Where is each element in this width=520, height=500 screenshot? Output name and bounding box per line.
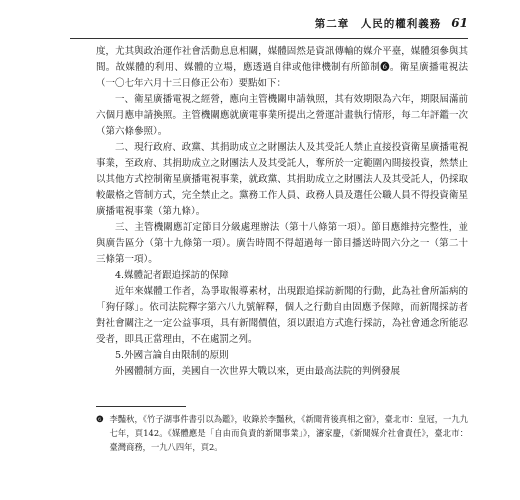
footnote-divider bbox=[96, 406, 186, 407]
footnote-text: 李豔秋，《竹子湖事件書引以為鑑》，收錄於李豔秋，《新聞背後真相之窗》，臺北市：皇冠，一九九七年，頁142。《媒體應是「自由而負責的新聞事業」》，瀋家慶，《新聞媒介社會責任》，臺北市：臺灣商務，一九八四年，頁2。 bbox=[109, 414, 468, 452]
paragraph-item-3: 三、主管機關應訂定節目分級處理辦法（第十八條第一項）。節目應維持完整性，並與廣告區分（第十九條第一項）。廣告時間不得超過每一節目播送時間六分之一（第二十三條第一項）。 bbox=[96, 222, 468, 265]
subheading-media-follow: 4.媒體記者跟追採訪的保障 bbox=[115, 270, 229, 281]
paragraph-foreign-system: 外國體制方面，美國自一次世界大戰以來，更由最高法院的判例發展 bbox=[115, 366, 401, 377]
paragraph-paparazzi: 近年來媒體工作者，為爭取報導素材，出現跟追採訪新聞的行動，此為社會所詬病的「狗仔隊」。依司法院釋字第六八九號解釋，個人之行動自由固應予保障，而新聞採訪者對社會關注之一定公益事項，具有新聞價值，須以跟追方式進行採訪，為社會通念所能忍受者，即具正當理由，不在處罰之列。 bbox=[96, 286, 468, 345]
paragraph-intro: 度，尤其與政治運作社會活動息息相關，媒體固然是資訊傳輸的媒介平臺，媒體須參與其間。故媒體的利用、媒體的立場，應透過自律或他律機制有所節制❻。衛星廣播電視法（一〇七年六月十三日修正公布）要點如下： bbox=[96, 46, 468, 89]
paragraph-item-1: 一、衛星廣播電視之經營，應向主管機關申請執照，其有效期限為六年，期限屆滿前六個月應申請換照。主管機關應就廣電事業所提出之營運計畫執行情形，每二年評鑑一次（第六條參照）。 bbox=[96, 94, 468, 137]
subheading-foreign-speech: 5.外國言論自由限制的原則 bbox=[115, 350, 229, 361]
footnote-marker: ❻ bbox=[96, 414, 104, 424]
body-text bbox=[96, 44, 468, 380]
footnote bbox=[96, 412, 468, 454]
chapter-title: 第二章 人民的權利義務 bbox=[314, 18, 442, 30]
page-number: 61 bbox=[451, 16, 468, 30]
paragraph-item-2: 二、現行政府、政黨、其捐助成立之財團法人及其受託人禁止直接投資衛星廣播電視事業，至政府、其捐助成立之財團法人及其受託人，奪所於一定範圍內間接投資，然禁止以其他方式控制衛星廣播電視事業，就政黨、其捐助成立之財團法人及其受託人，仍採取較嚴格之管制方式，完全禁止之。黨務工作人員、政務人員及選任公職人員不得投資衛星廣播電視事業（第九條）。 bbox=[96, 142, 468, 217]
running-header bbox=[70, 16, 468, 39]
